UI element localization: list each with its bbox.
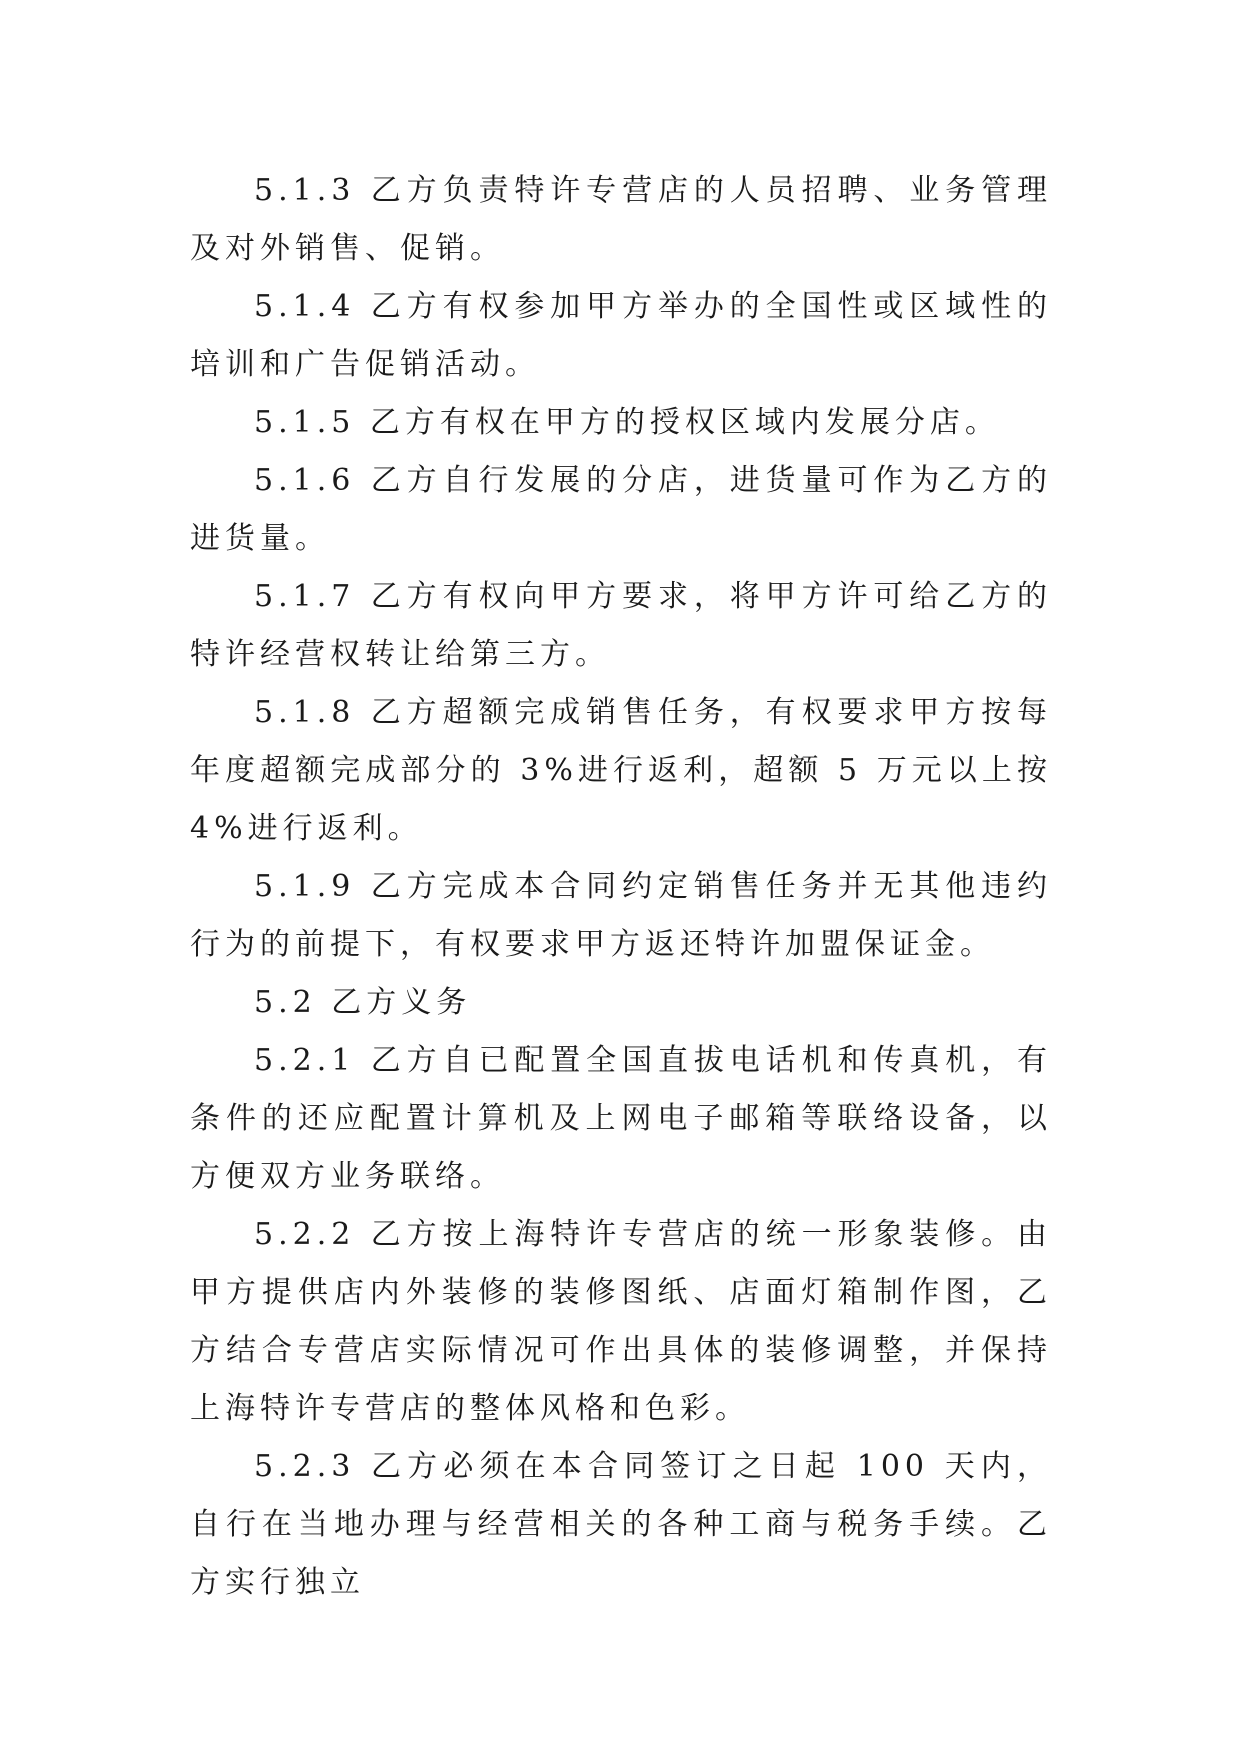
clause-5-1-8: 5.1.8 乙方超额完成销售任务，有权要求甲方按每年度超额完成部分的 3%进行返利，超额 5 万元以上按 4%进行返利。 (190, 695, 1052, 846)
clause-5-2-2: 5.2.2 乙方按上海特许专营店的统一形象装修。由甲方提供店内外装修的装修图纸、店面灯箱制作图，乙方结合专营店实际情况可作出具体的装修调整，并保持上海特许专营店的整体风格和色彩。 (190, 1217, 1052, 1426)
clause-5-1-9: 5.1.9 乙方完成本合同约定销售任务并无其他违约行为的前提下，有权要求甲方返还特许加盟保证金。 (190, 869, 1052, 962)
document-body (190, 162, 1052, 1612)
clause-5-1-5: 5.1.5 乙方有权在甲方的授权区域内发展分店。 (254, 405, 1000, 440)
clause-5-2-1: 5.2.1 乙方自已配置全国直拔电话机和传真机，有条件的还应配置计算机及上网电子邮箱等联络设备，以方便双方业务联络。 (190, 1043, 1052, 1194)
clause-5-1-4: 5.1.4 乙方有权参加甲方举办的全国性或区域性的培训和广告促销活动。 (190, 289, 1052, 382)
clause-5-1-3: 5.1.3 乙方负责特许专营店的人员招聘、业务管理及对外销售、促销。 (190, 173, 1052, 266)
clause-5-1-7: 5.1.7 乙方有权向甲方要求，将甲方许可给乙方的特许经营权转让给第三方。 (190, 579, 1052, 672)
clause-5-1-6: 5.1.6 乙方自行发展的分店，进货量可作为乙方的进货量。 (190, 463, 1052, 556)
clause-5-2-3: 5.2.3 乙方必须在本合同签订之日起 100 天内，自行在当地办理与经营相关的各种工商与税务手续。乙方实行独立 (190, 1449, 1052, 1600)
section-heading-5-2: 5.2 乙方义务 (254, 985, 472, 1020)
